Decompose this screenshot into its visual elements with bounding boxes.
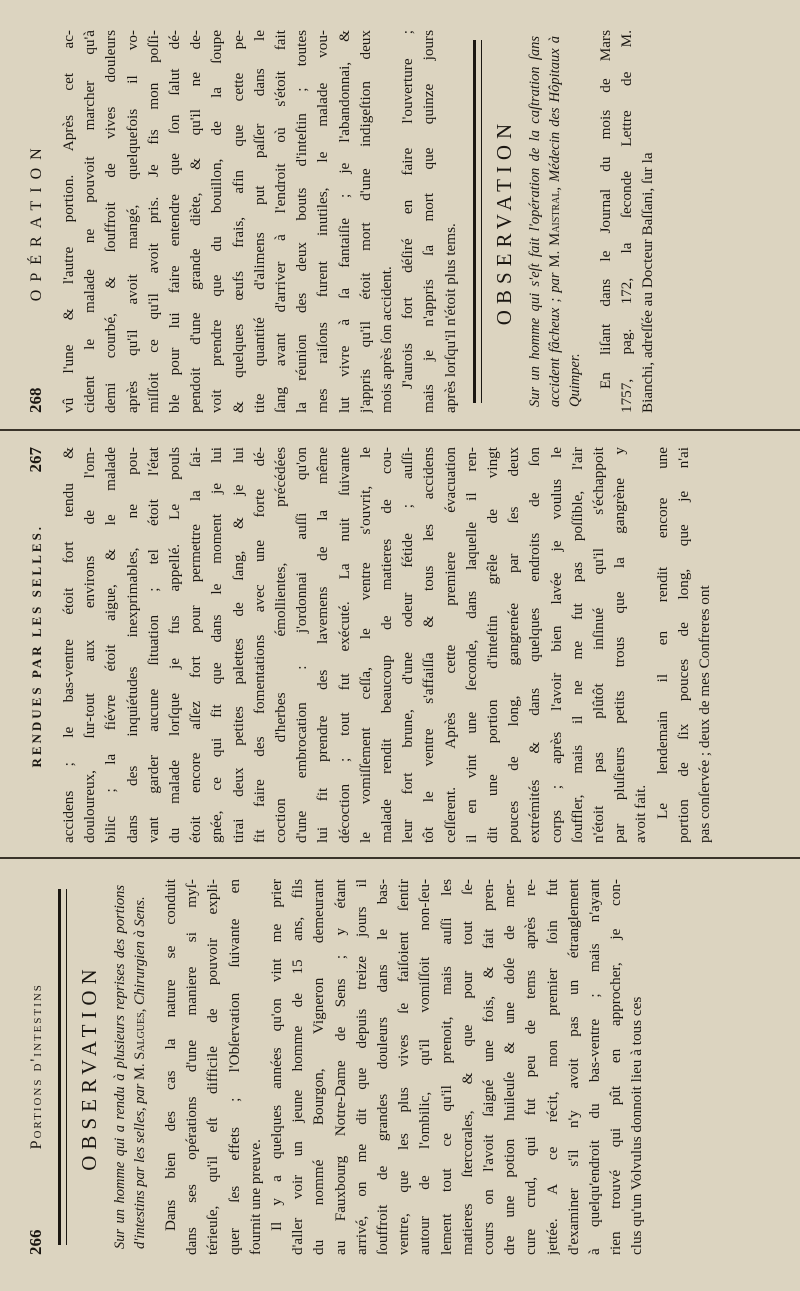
text-line: cident le malade ne pouvoit marcher qu'à bbox=[81, 30, 99, 413]
text-line: quer ſes effets ; l'Obſervation ſuivante en bbox=[225, 879, 243, 1255]
text-line: lui fit prendre des lavemens de la même bbox=[314, 447, 332, 843]
text-line: extrémités & dans quelques endroits de ſon bbox=[526, 447, 544, 843]
text-line: d'examiner s'il n'y avoit pas un étranglement bbox=[564, 879, 582, 1255]
body-text bbox=[160, 879, 648, 1255]
text-line: il en vint une ſeconde, dans laquelle il ren- bbox=[462, 447, 480, 843]
author-name: M. Salgues bbox=[132, 1012, 148, 1080]
text-line: pouces de long, gangrenée par ſes deux bbox=[505, 447, 523, 843]
text-line: demi courbé, & ſouffroit de vives douleurs bbox=[102, 30, 120, 413]
running-head bbox=[26, 879, 50, 1255]
observation-title: OBSERVATION bbox=[491, 117, 516, 326]
text-line: au Fauxbourg Notre-Dame de Sens ; y étant bbox=[331, 879, 349, 1255]
text-line: accidens ; le bas-ventre étoit fort tendu & bbox=[60, 447, 77, 843]
text-line: ventre, que les plus vives ſe faiſoient ſentir bbox=[395, 879, 413, 1255]
text-line: cours on l'avoit ſaigné une fois, & fait pren- bbox=[480, 879, 498, 1255]
text-line: tite quantité d'alimens put paſſer dans le bbox=[250, 30, 268, 413]
text-line: clus qu'un Volvulus donnoit lieu à tous ces bbox=[628, 996, 646, 1255]
text-line: malade rendit beaucoup de matieres de cou- bbox=[378, 447, 396, 843]
text-line: J'aurois fort déſiré en faire l'ouverture ; bbox=[399, 30, 417, 389]
page-number: 266 bbox=[26, 1229, 45, 1255]
page-number: 268 bbox=[26, 387, 45, 413]
text-line: cure crud, qui fut peu de tems après re- bbox=[522, 879, 540, 1255]
body-text bbox=[58, 30, 461, 413]
text-line: Bianchi, adreſſée au Docteur Baſſani, ſur la bbox=[639, 152, 657, 413]
running-head-title: RENDUES PAR LES SELLES. bbox=[29, 523, 44, 768]
text-line: portion de ſix pouces de long, que je n'ai bbox=[674, 447, 692, 843]
text-line: dit une portion d'inteſtin grêle de vingt bbox=[484, 447, 502, 843]
body-text bbox=[58, 447, 715, 843]
text-line: autour de l'ombilic, qu'il vomiſſoit non-ſeu- bbox=[416, 879, 434, 1255]
text-line: du malade lorſque je fus appellé. Le pouls bbox=[166, 447, 184, 843]
text-line: mes raiſons furent inutiles, le malade vou- bbox=[314, 30, 332, 413]
text-line: ble pour lui faire entendre que ſon ſalut dé- bbox=[166, 30, 184, 413]
text-line: térieuſe, qu'il eſt difficile de pouvoir expli- bbox=[204, 879, 222, 1255]
text-line: pas conſervée ; deux de mes Confreres ont bbox=[696, 585, 714, 843]
text-line: d'aller voir un jeune homme de 15 ans, fils bbox=[289, 879, 307, 1255]
text-line: ſouffroit de grandes douleurs dans le bas- bbox=[374, 879, 392, 1255]
running-head bbox=[26, 447, 50, 843]
text-line: vant garder aucune ſituation ; tel étoit l'état bbox=[144, 447, 162, 843]
observation-subtitle: Sur un homme qui s'eſt fait l'opération de la caſtration ſans accident fâcheux ; par M. Maistral, Médecin des Hôpitaux à Quimper. bbox=[526, 35, 583, 407]
text-line: Dans bien des cas la nature se conduit bbox=[162, 879, 179, 1231]
text-line: corps ; après l'avoir bien lavée je voulus le bbox=[547, 447, 565, 843]
page-number: 267 bbox=[26, 447, 45, 473]
observation-title: OBSERVATION bbox=[77, 963, 101, 1171]
text-line: tôt le ventre s'affaiſſa & tous les accidens bbox=[420, 447, 438, 843]
running-head-title: Portions d'intestins bbox=[28, 983, 45, 1150]
text-line: Il y a quelques années qu'on vint me prier bbox=[268, 879, 286, 1231]
text-line: Le lendemain il en rendit encore une bbox=[653, 447, 671, 819]
text-line: voit prendre que du bouillon, de la ſoupe bbox=[208, 30, 226, 413]
text-line: matieres ſtercorales, & que pour tout ſe- bbox=[458, 879, 476, 1255]
running-head-title: OPÉRATION bbox=[28, 140, 45, 302]
text-line: pendoit d'une grande diète, & qu'il ne de- bbox=[187, 30, 205, 413]
text-line: jettée. A ce récit, mon premier ſoin fut bbox=[543, 879, 561, 1255]
text-line: d'une embrocation : j'ordonnai auſſi qu'on bbox=[293, 447, 311, 843]
text-line: par pluſieurs petits trous que la gangrène y bbox=[611, 447, 629, 843]
text-line: rien trouvé qui pût en approcher, je con- bbox=[607, 879, 625, 1255]
text-line: après qu'il avoit mangé, quelquefois il vo- bbox=[123, 30, 141, 413]
author-name: M. Maistral bbox=[546, 190, 563, 268]
section-rule bbox=[473, 40, 482, 403]
text-line: ſouffler, mais il ne me fut pas poſſible, l'air bbox=[568, 447, 586, 843]
page-267 bbox=[0, 431, 800, 861]
text-line: n'étoit pas plûtôt inſinué qu'il s'échappoit bbox=[590, 447, 608, 843]
text-line: j'appris qu'il étoit mort d'une indigeſtion deux bbox=[356, 30, 374, 413]
page-268 bbox=[0, 0, 800, 431]
text-line: fit faire des fomentations avec une forte dé- bbox=[250, 447, 268, 843]
text-line: vû l'une & l'autre portion. Après cet ac- bbox=[60, 30, 77, 413]
text-line: la réunion des deux bouts d'inteſtin ; toutes bbox=[293, 30, 311, 413]
text-line: douloureux, ſur-tout aux environs de l'om- bbox=[81, 447, 99, 843]
section-rule bbox=[58, 889, 67, 1245]
text-line: miſſoit ce qu'il avoit pris. Je fis mon poſſi- bbox=[144, 30, 162, 413]
text-line: décoction ; tout fut exécuté. La nuit ſuivante bbox=[335, 447, 353, 843]
text-line: avoit fait. bbox=[632, 784, 650, 843]
running-head bbox=[26, 30, 50, 413]
text-line: dans ses opérations d'une maniere si myſ- bbox=[183, 879, 201, 1255]
text-line: En liſant dans le Journal du mois de Mars bbox=[596, 30, 614, 389]
text-line: dans des inquiétudes inexprimables, ne pou- bbox=[123, 447, 141, 843]
text-line: lut vivre à ſa fantaiſie ; je l'abandonnai, & bbox=[335, 30, 353, 413]
text-line: dre une potion huileuſe & une doſe de mer- bbox=[501, 879, 519, 1255]
text-line: du nommé Bourgon, Vigneron demeurant bbox=[310, 879, 328, 1255]
text-line: étoit encore aſſez fort pour permettre la ſai- bbox=[187, 447, 205, 843]
text-line: lement tout ce qu'il prenoit, mais auſſi les bbox=[437, 879, 455, 1255]
body-text-continued bbox=[595, 30, 659, 413]
text-line: après lorſqu'il n'étoit plus tems. bbox=[441, 223, 459, 413]
page-266 bbox=[0, 861, 800, 1291]
text-line: & quelques œufs frais, afin que cette pe- bbox=[229, 30, 247, 413]
text-line: mois après ſon accident. bbox=[378, 266, 396, 413]
text-line: ceſſerent. Après cette premiere évacuation bbox=[441, 447, 459, 843]
text-line: à quelqu'endroit du bas-ventre ; mais n'ayant bbox=[586, 879, 604, 1255]
text-line: coction d'herbes émollientes, précédées bbox=[272, 447, 290, 843]
observation-subtitle: Sur un homme qui a rendu à plusieurs reprises des portions d'intestins par les selles, par M. Salgues, Chirurgien à Sens. bbox=[112, 885, 148, 1249]
text-line: fournit une preuve. bbox=[246, 1139, 264, 1255]
text-line: leur fort brune, d'une odeur fétide ; auſſi- bbox=[399, 447, 417, 843]
text-line: ſang avant d'arriver à l'endroit où s'étoit fait bbox=[272, 30, 290, 413]
text-line: gnée, ce qui fit que dans le moment je lui bbox=[208, 447, 226, 843]
text-line: le vomiſſement ceſſa, le ventre s'ouvrit, le bbox=[356, 447, 374, 843]
text-line: bilic ; la fiévre étoit aigue, & le malade bbox=[102, 447, 120, 843]
text-line: mais je n'appris ſa mort que quinze jours bbox=[420, 30, 438, 413]
text-line: arrivé, on me dit que depuis treize jours il bbox=[352, 879, 370, 1255]
text-line: tirai deux petites palettes de ſang, & je lui bbox=[229, 447, 247, 843]
text-line: 1757, pag. 172, la ſeconde Lettre de M. bbox=[618, 30, 636, 413]
